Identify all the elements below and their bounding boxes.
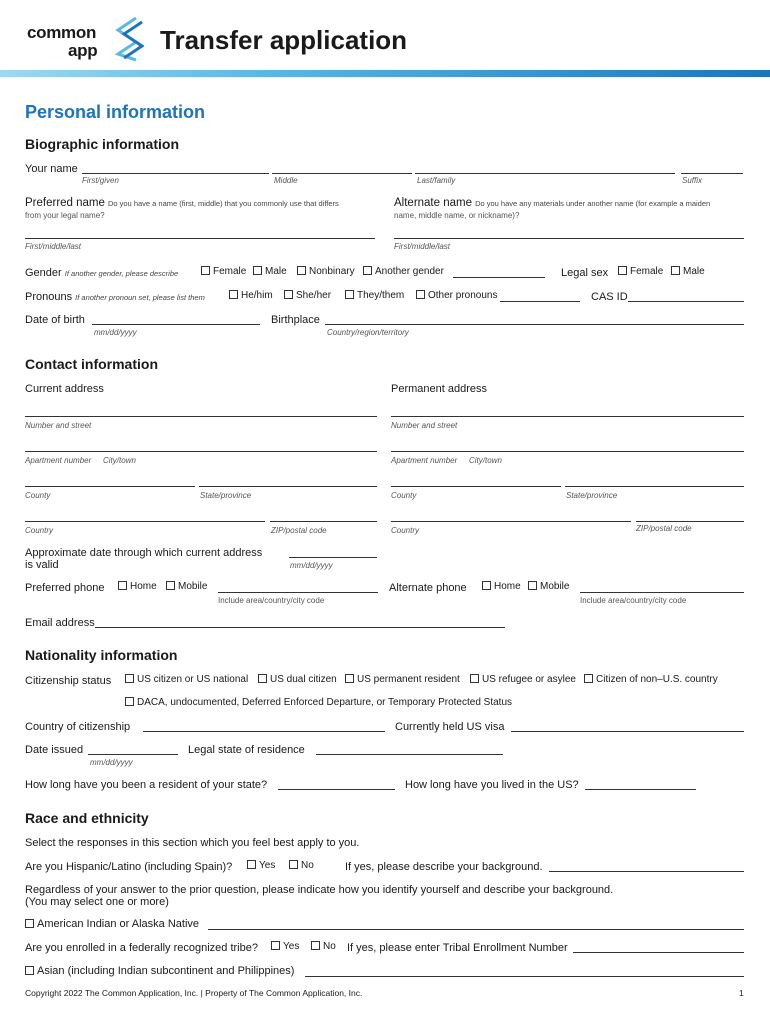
checkbox[interactable]	[284, 290, 293, 299]
preferred-name-field[interactable]	[25, 238, 375, 239]
birthplace-field[interactable]	[325, 324, 744, 325]
label-hispanic-question: Are you Hispanic/Latino (including Spain)?	[25, 861, 233, 873]
checkbox[interactable]	[482, 581, 491, 590]
checkbox[interactable]	[271, 941, 280, 950]
label-pronouns: Pronouns If another pronoun set, please list them	[25, 291, 205, 303]
checkbox[interactable]	[470, 674, 479, 683]
hint-permanent-zip: ZIP/postal code	[636, 524, 692, 533]
header-band	[0, 70, 770, 77]
label-current-address: Current address	[25, 383, 104, 395]
checkbox[interactable]	[201, 266, 210, 275]
logo-text-app: app	[68, 41, 98, 60]
current-county-field[interactable]	[25, 486, 195, 487]
checkbox[interactable]	[125, 697, 134, 706]
last-name-field[interactable]	[415, 173, 675, 174]
citizenship-refugee-option[interactable]: US refugee or asylee	[470, 674, 576, 685]
label-country-of-citizenship: Country of citizenship	[25, 721, 131, 733]
label-tribal-number: If yes, please enter Tribal Enrollment Number	[347, 942, 568, 954]
hint-permanent-street: Number and street	[391, 421, 458, 430]
hint-current-apartment: Apartment number	[25, 456, 92, 465]
footer-page-number: 1	[739, 988, 744, 998]
hispanic-yes-option[interactable]: Yes	[247, 860, 275, 871]
hint-country-region: Country/region/territory	[327, 328, 409, 337]
hint-last-family: Last/family	[417, 176, 456, 185]
checkbox[interactable]	[247, 860, 256, 869]
citizenship-us-citizen-option[interactable]: US citizen or US national	[125, 674, 248, 685]
suffix-field[interactable]	[681, 173, 743, 174]
first-name-field[interactable]	[82, 173, 269, 174]
checkbox[interactable]	[289, 860, 298, 869]
preferred-phone-home-option[interactable]: Home	[118, 581, 157, 592]
label-how-long-state: How long have you been a resident of your state?	[25, 779, 268, 791]
alternate-name-field[interactable]	[394, 238, 744, 239]
legal-state-field[interactable]	[316, 754, 503, 755]
gender-another-option[interactable]: Another gender	[363, 266, 444, 277]
cas-id-field[interactable]	[628, 301, 744, 302]
gender-male-option[interactable]: Male	[253, 266, 287, 277]
checkbox[interactable]	[125, 674, 134, 683]
tribal-number-field[interactable]	[573, 952, 744, 953]
checkbox[interactable]	[363, 266, 372, 275]
heading-race: Race and ethnicity	[25, 810, 149, 826]
permanent-county-field[interactable]	[391, 486, 561, 487]
preferred-hint-line2: from your legal name?	[25, 211, 105, 220]
hint-permanent-city: City/town	[469, 456, 502, 465]
checkbox[interactable]	[297, 266, 306, 275]
tribe-no-option[interactable]: No	[311, 941, 336, 952]
country-of-citizenship-field[interactable]	[143, 731, 385, 732]
pronoun-she-her-option[interactable]: She/her	[284, 290, 331, 301]
email-field[interactable]	[95, 627, 505, 628]
hint-alternate-first-middle-last: First/middle/last	[394, 242, 451, 251]
citizenship-permanent-resident-option[interactable]: US permanent resident	[345, 674, 460, 685]
label-gender: Gender If another gender, please describe	[25, 267, 179, 279]
hint-current-city: City/town	[103, 456, 136, 465]
label-citizenship-status: Citizenship status	[25, 675, 112, 687]
preferred-phone-mobile-option[interactable]: Mobile	[166, 581, 207, 592]
asian-option[interactable]: Asian (including Indian subcontinent and Philippines)	[25, 965, 294, 977]
pronoun-they-them-option[interactable]: They/them	[345, 290, 404, 301]
label-alternate-phone: Alternate phone	[389, 582, 467, 594]
page-title: Transfer application	[160, 25, 408, 55]
label-tribe-question: Are you enrolled in a federally recognized tribe?	[25, 942, 258, 954]
checkbox[interactable]	[311, 941, 320, 950]
hint-preferred-first-middle-last: First/middle/last	[25, 242, 82, 251]
another-gender-field[interactable]	[453, 277, 545, 278]
hint-current-state: State/province	[200, 491, 252, 500]
hint-permanent-country: Country	[391, 526, 420, 535]
hint-approx-date-format: mm/dd/yyyy	[290, 561, 333, 570]
alternate-phone-mobile-option[interactable]: Mobile	[528, 581, 569, 592]
footer-copyright: Copyright 2022 The Common Application, Inc. | Property of The Common Application, Inc.	[25, 988, 363, 998]
heading-nationality: Nationality information	[25, 647, 178, 663]
checkbox[interactable]	[258, 674, 267, 683]
label-date-issued: Date issued	[25, 744, 84, 756]
asian-field[interactable]	[305, 976, 744, 977]
middle-name-field[interactable]	[272, 173, 412, 174]
how-long-us-field[interactable]	[585, 789, 696, 790]
heading-contact: Contact information	[25, 356, 158, 372]
label-legal-state: Legal state of residence	[188, 744, 305, 756]
heading-biographic: Biographic information	[25, 136, 179, 152]
hint-permanent-state: State/province	[566, 491, 618, 500]
hint-current-country: Country	[25, 526, 54, 535]
label-date-of-birth: Date of birth	[25, 314, 85, 326]
current-apartment-field[interactable]	[25, 451, 377, 452]
checkbox[interactable]	[416, 290, 425, 299]
us-visa-field[interactable]	[511, 731, 744, 732]
gender-female-option[interactable]: Female	[201, 266, 246, 277]
current-zip-field[interactable]	[270, 521, 377, 522]
hint-suffix: Suffix	[682, 176, 703, 185]
regardless-text-line2: (You may select one or more)	[25, 896, 169, 908]
label-us-visa: Currently held US visa	[395, 721, 505, 733]
hint-preferred-phone-code: Include area/country/city code	[218, 596, 325, 605]
approx-date-field[interactable]	[289, 557, 377, 558]
pronoun-he-him-option[interactable]: He/him	[229, 290, 273, 301]
citizenship-dual-option[interactable]: US dual citizen	[258, 674, 337, 685]
checkbox[interactable]	[25, 919, 34, 928]
label-email: Email address	[25, 617, 95, 629]
permanent-apartment-field[interactable]	[391, 451, 744, 452]
checkbox[interactable]	[671, 266, 680, 275]
alternate-hint-line2: name, middle name, or nickname)?	[394, 211, 520, 220]
hint-date-issued-format: mm/dd/yyyy	[90, 758, 133, 767]
legal-sex-female-option[interactable]: Female	[618, 266, 663, 277]
checkbox[interactable]	[118, 581, 127, 590]
section-title-personal: Personal information	[25, 102, 206, 122]
american-indian-field[interactable]	[208, 929, 744, 930]
permanent-country-field[interactable]	[391, 521, 631, 522]
hispanic-no-option[interactable]: No	[289, 860, 314, 871]
date-of-birth-field[interactable]	[92, 324, 260, 325]
hint-current-county: County	[25, 491, 51, 500]
hint-permanent-county: County	[391, 491, 417, 500]
date-issued-field[interactable]	[88, 754, 178, 755]
hint-current-street: Number and street	[25, 421, 92, 430]
label-your-name: Your name	[25, 163, 78, 175]
permanent-state-field[interactable]	[565, 486, 744, 487]
citizenship-daca-option[interactable]: DACA, undocumented, Deferred Enforced Departure, or Temporary Protected Status	[125, 697, 512, 708]
how-long-state-field[interactable]	[278, 789, 395, 790]
hispanic-describe-field[interactable]	[549, 871, 744, 872]
label-alternate-name: Alternate name Do you have any materials under another name (for example a maiden	[394, 197, 711, 209]
label-preferred-phone: Preferred phone	[25, 582, 105, 594]
checkbox[interactable]	[229, 290, 238, 299]
label-hispanic-describe: If yes, please describe your background.	[345, 861, 543, 873]
label-cas-id: CAS ID	[591, 291, 628, 303]
hint-permanent-apartment: Apartment number	[391, 456, 458, 465]
current-street-field[interactable]	[25, 416, 377, 417]
label-permanent-address: Permanent address	[391, 383, 487, 395]
current-state-field[interactable]	[199, 486, 377, 487]
alternate-phone-field[interactable]	[580, 592, 744, 593]
checkbox[interactable]	[618, 266, 627, 275]
regardless-text-line1: Regardless of your answer to the prior question, please indicate how you identify yourself and describe your background.	[25, 884, 614, 896]
permanent-street-field[interactable]	[391, 416, 744, 417]
alternate-phone-home-option[interactable]: Home	[482, 581, 521, 592]
legal-sex-male-option[interactable]: Male	[671, 266, 705, 277]
checkbox[interactable]	[345, 290, 354, 299]
preferred-phone-field[interactable]	[218, 592, 378, 593]
label-approx-date-line1: Approximate date through which current address	[25, 547, 263, 559]
hint-dob-format: mm/dd/yyyy	[94, 328, 137, 337]
checkbox[interactable]	[528, 581, 537, 590]
checkbox[interactable]	[345, 674, 354, 683]
other-pronouns-field[interactable]	[500, 301, 580, 302]
checkbox[interactable]	[584, 674, 593, 683]
hint-alternate-phone-code: Include area/country/city code	[580, 596, 687, 605]
label-legal-sex: Legal sex	[561, 267, 609, 279]
hint-middle: Middle	[274, 176, 298, 185]
checkbox[interactable]	[25, 966, 34, 975]
current-country-field[interactable]	[25, 521, 265, 522]
label-preferred-name: Preferred name Do you have a name (first, middle) that you commonly use that differs	[25, 197, 339, 209]
checkbox[interactable]	[253, 266, 262, 275]
checkbox[interactable]	[166, 581, 175, 590]
label-how-long-us: How long have you lived in the US?	[405, 779, 579, 791]
pronoun-other-option[interactable]: Other pronouns	[416, 290, 498, 301]
logo-text-common: common	[27, 23, 97, 42]
american-indian-option[interactable]: American Indian or Alaska Native	[25, 918, 199, 930]
tribe-yes-option[interactable]: Yes	[271, 941, 299, 952]
citizenship-non-us-option[interactable]: Citizen of non–U.S. country	[584, 674, 718, 685]
hint-first-given: First/given	[82, 176, 119, 185]
label-birthplace: Birthplace	[271, 314, 320, 326]
hint-current-zip: ZIP/postal code	[271, 526, 327, 535]
gender-nonbinary-option[interactable]: Nonbinary	[297, 266, 355, 277]
permanent-zip-field[interactable]	[636, 521, 744, 522]
label-approx-date-line2: is valid	[25, 559, 59, 571]
race-intro-text: Select the responses in this section which you feel best apply to you.	[25, 837, 360, 849]
common-app-logo-icon	[108, 16, 144, 62]
